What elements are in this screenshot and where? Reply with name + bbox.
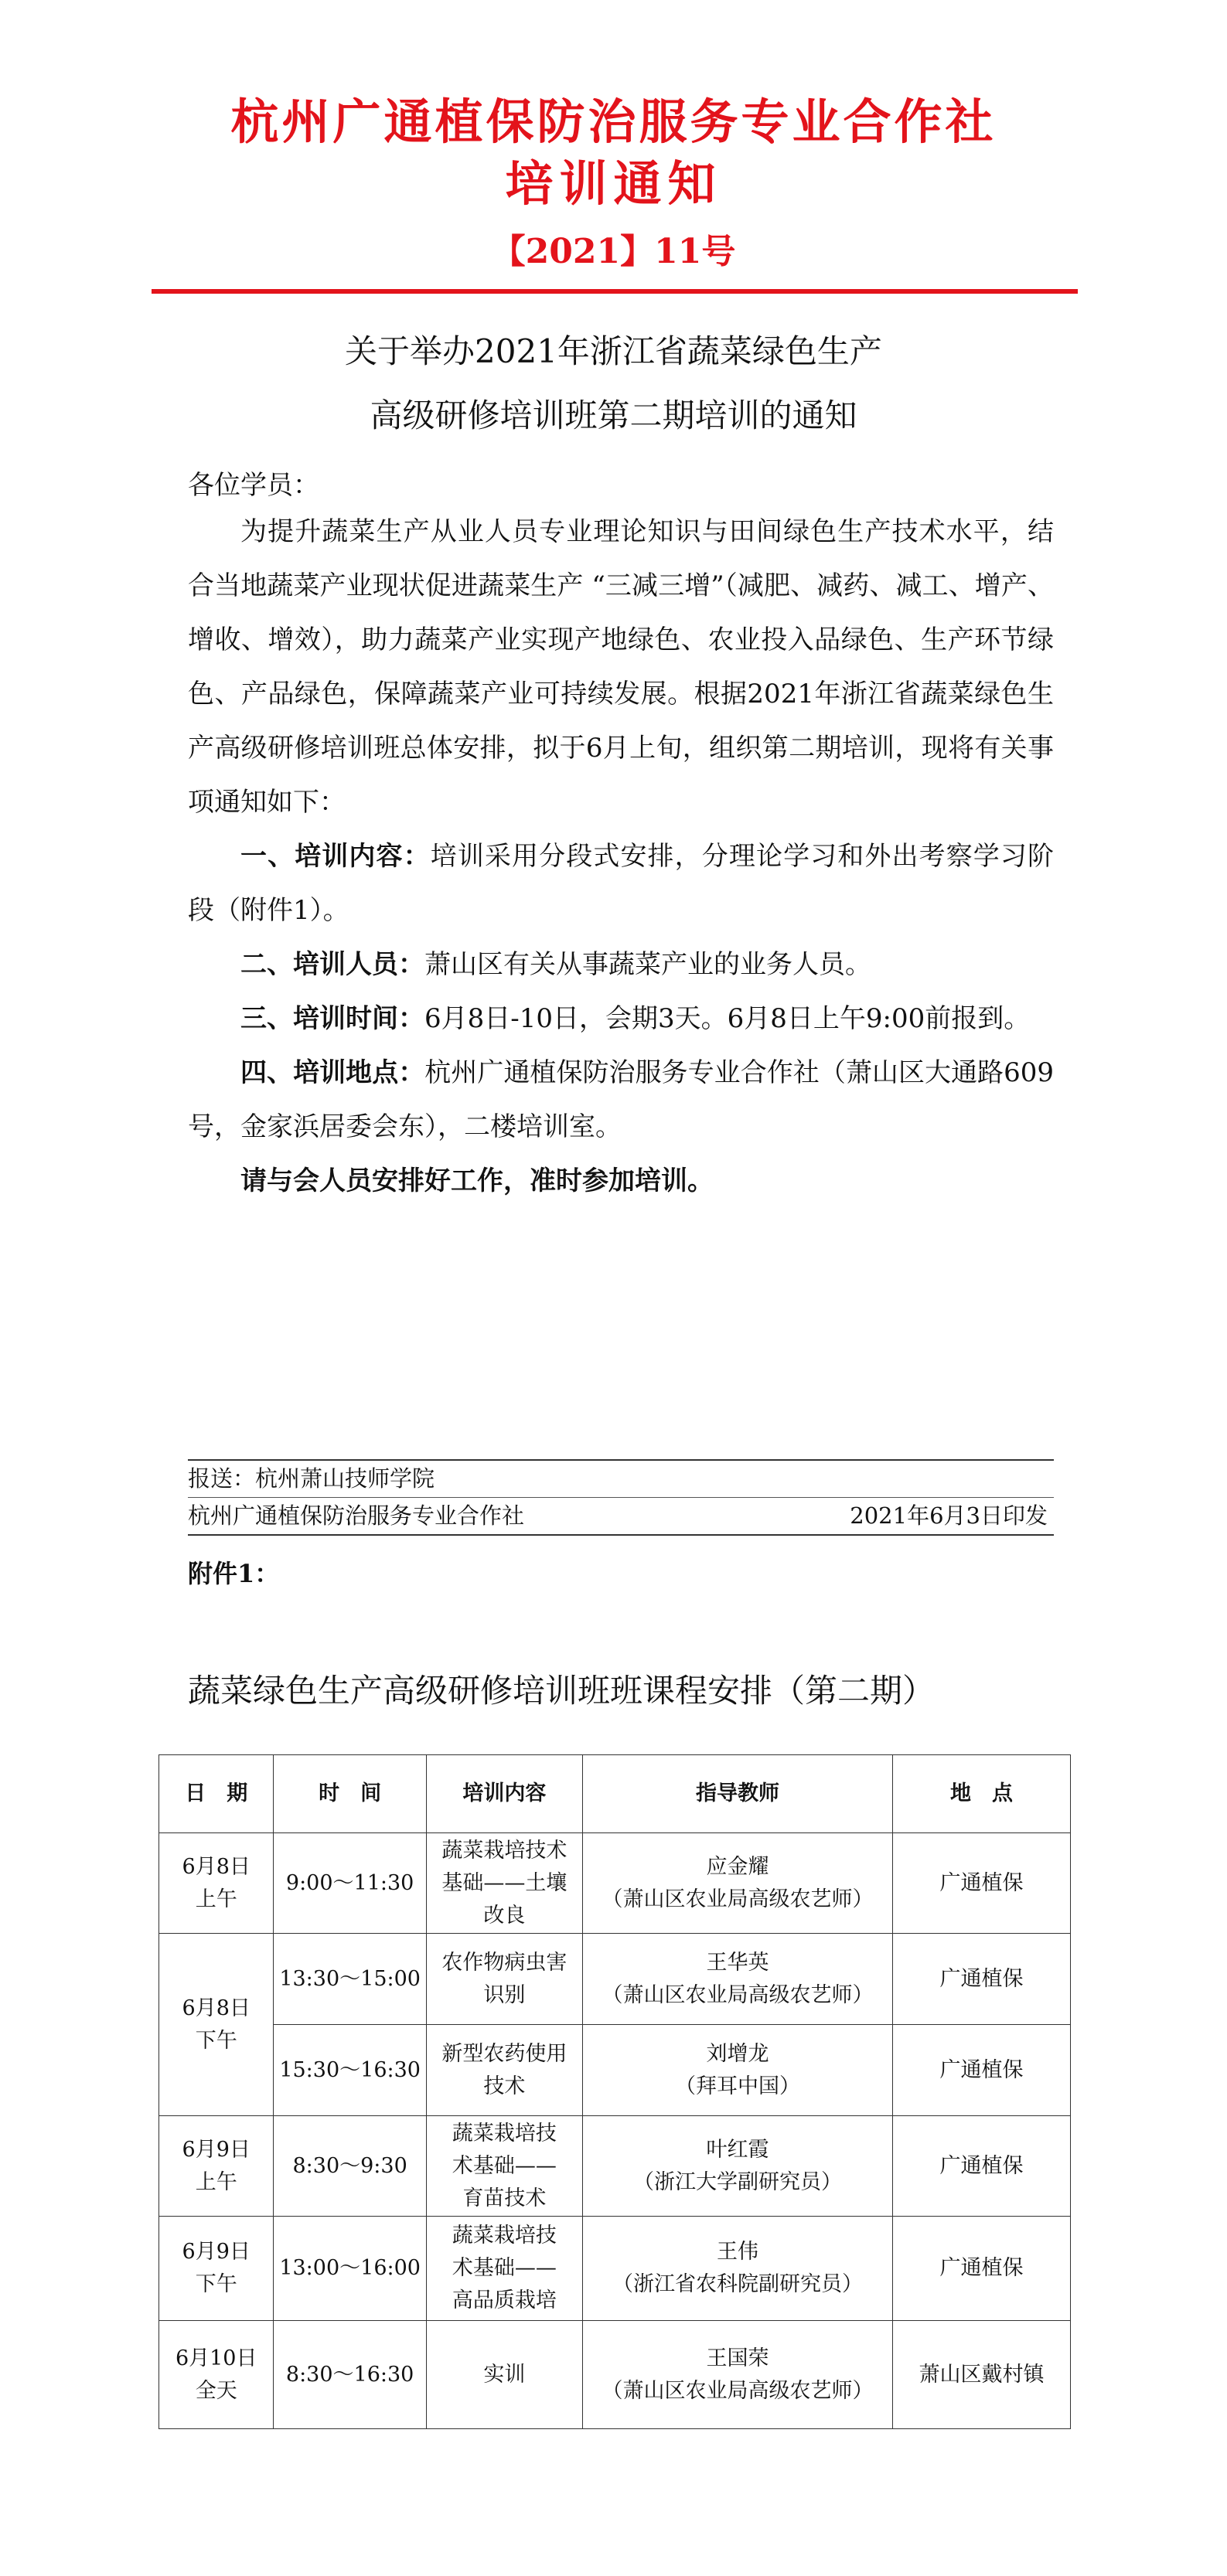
intro-paragraph: 为提升蔬菜生产从业人员专业理论知识与田间绿色生产技术水平，结合当地蔬菜产业现状促进蔬菜生产 “三减三增”（减肥、减药、减工、增产、增收、增效），助力蔬菜产业实现产地绿色、农业投入品绿色、生产环节绿色、产品绿色，保障蔬菜产业可持续发展。根据2021年浙江省蔬菜绿色生产高级研修培训班总体安排，拟于6月上旬，组织第二期培训，现将有关事项通知如下： <box>188 516 1054 818</box>
cell-date-line: 6月8日 <box>182 1854 251 1879</box>
cell-content-line: 技术 <box>483 2074 526 2098</box>
table-row <box>159 1833 1071 1934</box>
table-row <box>159 2116 1071 2217</box>
cell-date-line: 6月9日 <box>182 2137 251 2162</box>
cell-teacher <box>582 1934 892 2025</box>
item-label: 四、培训地点： <box>240 1057 425 1088</box>
cell-content-line: 蔬菜栽培技术 <box>441 1838 567 1863</box>
item-content <box>188 829 1054 938</box>
cell-teacher-line: （浙江省农科院副研究员） <box>612 2272 864 2296</box>
cell-time: 8:30～16:30 <box>274 2321 426 2429</box>
cell-time: 13:00～16:00 <box>274 2217 426 2321</box>
subject-line-1: 关于举办2021年浙江省蔬菜绿色生产 <box>345 332 882 370</box>
attachment-label: 附件1： <box>188 1559 280 1588</box>
item-time <box>188 992 1054 1046</box>
cell-content-line: 术基础—— <box>452 2153 557 2178</box>
cell-teacher-line: 王伟 <box>717 2240 759 2264</box>
footer-top-rule <box>188 1459 1054 1461</box>
cell-teacher <box>582 2217 892 2321</box>
cell-content-line: 识别 <box>483 1982 526 2007</box>
cell-content-line: 新型农药使用 <box>441 2041 567 2066</box>
item-text: 杭州广通植保防治服务专业合作社（萧山区大通路609号，金家浜居委会东），二楼培训室。 <box>188 1057 1054 1142</box>
cell-place: 广通植保 <box>893 1833 1071 1934</box>
cell-content <box>426 1934 582 2025</box>
cell-teacher-line: （萧山区农业局高级农艺师） <box>602 1887 874 1911</box>
cell-content <box>426 2116 582 2217</box>
cell-time: 13:30～15:00 <box>274 1934 426 2025</box>
cell-teacher-line: （萧山区农业局高级农艺师） <box>602 1982 874 2007</box>
doc-number: 【2021】11号 <box>491 232 736 271</box>
cell-teacher <box>582 2025 892 2116</box>
cell-content <box>426 1833 582 1934</box>
cell-content <box>426 2321 582 2429</box>
cell-date <box>159 1833 274 1934</box>
closing-line: 请与会人员安排好工作，准时参加培训。 <box>240 1165 714 1196</box>
subject-line-2: 高级研修培训班第二期培训的通知 <box>370 396 857 434</box>
cell-teacher-line: （拜耳中国） <box>675 2074 801 2098</box>
cell-date-line: 上午 <box>195 2169 237 2194</box>
cell-date-line: 上午 <box>195 1887 237 1911</box>
cell-date-line: 下午 <box>195 2272 237 2296</box>
table-row <box>159 2025 1071 2116</box>
cell-teacher-line: 应金耀 <box>706 1854 769 1879</box>
item-label: 二、培训人员： <box>240 949 424 980</box>
table-row <box>159 2321 1071 2429</box>
cell-content <box>426 2217 582 2321</box>
cell-teacher <box>582 1833 892 1934</box>
header-date: 日 期 <box>159 1755 274 1833</box>
cell-date-line: 全天 <box>195 2378 237 2403</box>
org-title: 杭州广通植保防治服务专业合作社 <box>230 94 997 150</box>
cell-teacher-line: 刘增龙 <box>706 2041 769 2066</box>
cell-place: 萧山区戴村镇 <box>893 2321 1071 2429</box>
cell-date-line: 6月8日 <box>182 1996 251 2020</box>
footer-bottom-rule <box>188 1534 1054 1536</box>
item-text: 6月8日-10日，会期3天。6月8日上午9:00前报到。 <box>424 1003 1031 1034</box>
cell-content-line: 高品质栽培 <box>452 2288 557 2312</box>
header-time: 时 间 <box>274 1755 426 1833</box>
item-label: 三、培训时间： <box>240 1003 424 1034</box>
cell-time: 9:00～11:30 <box>274 1833 426 1934</box>
cell-date <box>159 2217 274 2321</box>
cell-time: 15:30～16:30 <box>274 2025 426 2116</box>
cell-content-line: 基础——土壤 <box>441 1870 567 1895</box>
notice-body <box>188 505 1054 1208</box>
footer-issuer: 杭州广通植保防治服务专业合作社 <box>188 1502 525 1529</box>
item-text: 培训采用分段式安排，分理论学习和外出考察学习阶段（附件1）。 <box>188 841 1055 926</box>
cell-date <box>159 2116 274 2217</box>
cell-date <box>159 1934 274 2116</box>
notice-title: 培训通知 <box>505 155 722 212</box>
item-location <box>188 1046 1054 1154</box>
cell-teacher <box>582 2116 892 2217</box>
cell-date <box>159 2321 274 2429</box>
cell-content-line: 蔬菜栽培技 <box>452 2224 557 2248</box>
cell-teacher-line: 王国荣 <box>706 2346 769 2370</box>
cell-teacher-line: 叶红霞 <box>706 2137 769 2162</box>
cell-place: 广通植保 <box>893 2025 1071 2116</box>
cell-date-line: 下午 <box>195 2028 237 2053</box>
cell-teacher-line: 王华英 <box>706 1950 769 1975</box>
cell-place: 广通植保 <box>893 2217 1071 2321</box>
footer-cc: 报送：杭州萧山技师学院 <box>188 1465 435 1492</box>
cell-place: 广通植保 <box>893 1934 1071 2025</box>
cell-content-line: 术基础—— <box>452 2256 557 2280</box>
cell-content-line: 蔬菜栽培技 <box>452 2121 557 2146</box>
schedule-header-row <box>159 1755 1071 1833</box>
table-row <box>159 1934 1071 2025</box>
cell-content-line: 实训 <box>483 2362 526 2387</box>
cell-place: 广通植保 <box>893 2116 1071 2217</box>
cell-time: 8:30～9:30 <box>274 2116 426 2217</box>
header-teacher: 指导教师 <box>582 1755 892 1833</box>
cell-teacher-line: （浙江大学副研究员） <box>633 2169 843 2194</box>
schedule-body <box>159 1833 1071 2429</box>
salutation: 各位学员： <box>188 470 319 501</box>
header-content: 培训内容 <box>426 1755 582 1833</box>
cell-content-line: 育苗技术 <box>462 2186 547 2210</box>
cell-teacher <box>582 2321 892 2429</box>
cell-content-line: 改良 <box>483 1903 526 1928</box>
cell-date-line: 6月10日 <box>175 2346 257 2370</box>
table-row <box>159 2217 1071 2321</box>
schedule-table <box>158 1754 1071 2429</box>
footer-middle-rule <box>188 1497 1054 1498</box>
cell-teacher-line: （萧山区农业局高级农艺师） <box>602 2378 874 2403</box>
footer-issuer-line <box>188 1500 1054 1531</box>
item-label: 一、培训内容： <box>240 841 431 872</box>
cell-content-line: 农作物病虫害 <box>441 1950 567 1975</box>
red-divider <box>152 289 1078 294</box>
cell-content <box>426 2025 582 2116</box>
header-place: 地 点 <box>893 1755 1071 1833</box>
schedule-title: 蔬菜绿色生产高级研修培训班班课程安排（第二期） <box>188 1672 936 1710</box>
item-text: 萧山区有关从事蔬菜产业的业务人员。 <box>424 949 871 980</box>
footer-issue-date: 2021年6月3日印发 <box>850 1502 1048 1529</box>
cell-date-line: 6月9日 <box>182 2240 251 2264</box>
item-personnel <box>188 938 1054 992</box>
